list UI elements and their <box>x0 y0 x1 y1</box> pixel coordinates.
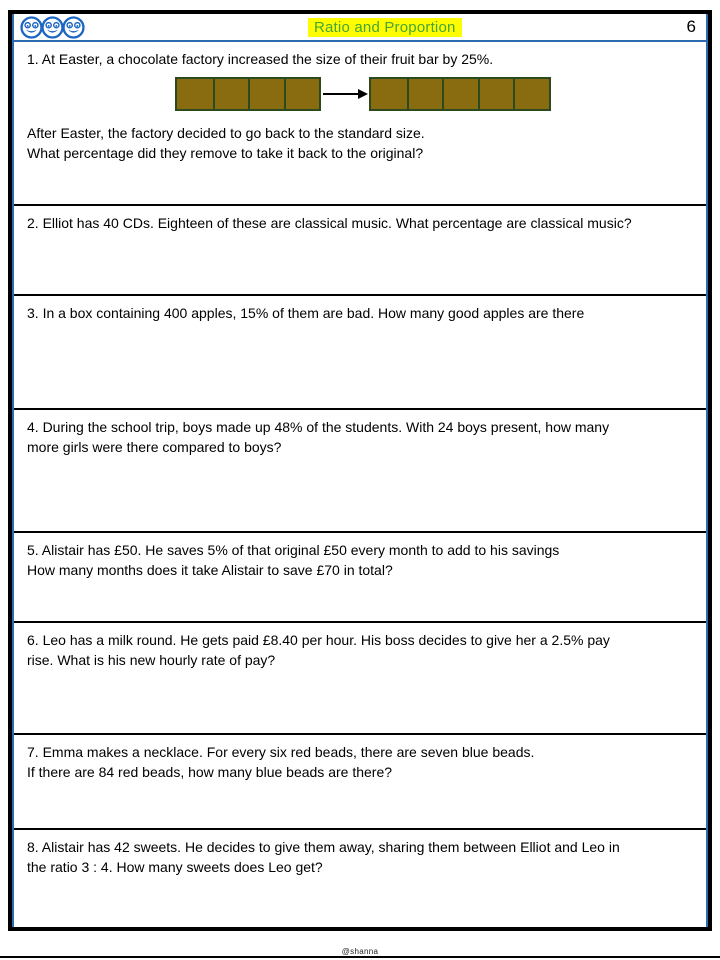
footer-credit: @shanna <box>341 947 379 956</box>
bar-segment <box>213 79 249 109</box>
question-6 <box>14 623 706 735</box>
page-bottom-rule <box>0 956 720 958</box>
worksheet-title: Ratio and Proportion <box>308 18 462 37</box>
smiley-icons <box>20 16 83 39</box>
question-2-line-1: 2. Elliot has 40 CDs. Eighteen of these are classical music. What percentage are classical music? <box>27 215 632 231</box>
fruit-bar-after <box>369 77 551 111</box>
question-7 <box>14 735 706 830</box>
arrow-right-icon <box>322 77 368 111</box>
title-wrap <box>83 18 687 37</box>
smiley-face-icon <box>62 16 85 39</box>
bar-segment <box>478 79 514 109</box>
bar-segment <box>371 79 407 109</box>
question-4 <box>14 410 706 533</box>
question-1 <box>14 42 706 206</box>
bar-segment <box>407 79 443 109</box>
worksheet-header <box>14 14 706 42</box>
worksheet-inner-frame <box>12 14 708 927</box>
question-1-line-3: What percentage did they remove to take it back to the original? <box>27 145 424 161</box>
question-6-line-2: rise. What is his new hourly rate of pay? <box>27 652 276 668</box>
bar-segment <box>177 79 213 109</box>
question-7-line-2: If there are 84 red beads, how many blue beads are there? <box>27 764 393 780</box>
bar-segment <box>513 79 549 109</box>
question-1-line-1: 1. At Easter, a chocolate factory increased the size of their fruit bar by 25%. <box>27 51 494 67</box>
question-8-line-1: 8. Alistair has 42 sweets. He decides to give them away, sharing them between Elliot and Leo in <box>27 839 620 855</box>
bar-segment <box>248 79 284 109</box>
fruit-bar-diagram <box>175 77 696 111</box>
question-8-line-2: the ratio 3 : 4. How many sweets does Leo get? <box>27 859 323 875</box>
question-5 <box>14 533 706 623</box>
bar-segment <box>284 79 320 109</box>
smiley-face-icon <box>41 16 64 39</box>
question-5-line-1: 5. Alistair has £50. He saves 5% of that original £50 every month to add to his savings <box>27 542 560 558</box>
fruit-bar-before <box>175 77 321 111</box>
question-3-line-1: 3. In a box containing 400 apples, 15% of them are bad. How many good apples are there <box>27 305 585 321</box>
question-3 <box>14 296 706 410</box>
question-6-line-1: 6. Leo has a milk round. He gets paid £8.40 per hour. His boss decides to give her a 2.5% pay <box>27 632 610 648</box>
question-5-line-2: How many months does it take Alistair to save £70 in total? <box>27 562 393 578</box>
bar-segment <box>442 79 478 109</box>
question-4-line-2: more girls were there compared to boys? <box>27 439 282 455</box>
question-1-line-2: After Easter, the factory decided to go back to the standard size. <box>27 125 425 141</box>
smiley-face-icon <box>20 16 43 39</box>
question-8 <box>14 830 706 927</box>
question-2 <box>14 206 706 296</box>
page-number: 6 <box>686 17 696 36</box>
worksheet-frame <box>8 10 712 931</box>
question-4-line-1: 4. During the school trip, boys made up 48% of the students. With 24 boys present, how many <box>27 419 610 435</box>
question-7-line-1: 7. Emma makes a necklace. For every six red beads, there are seven blue beads. <box>27 744 535 760</box>
